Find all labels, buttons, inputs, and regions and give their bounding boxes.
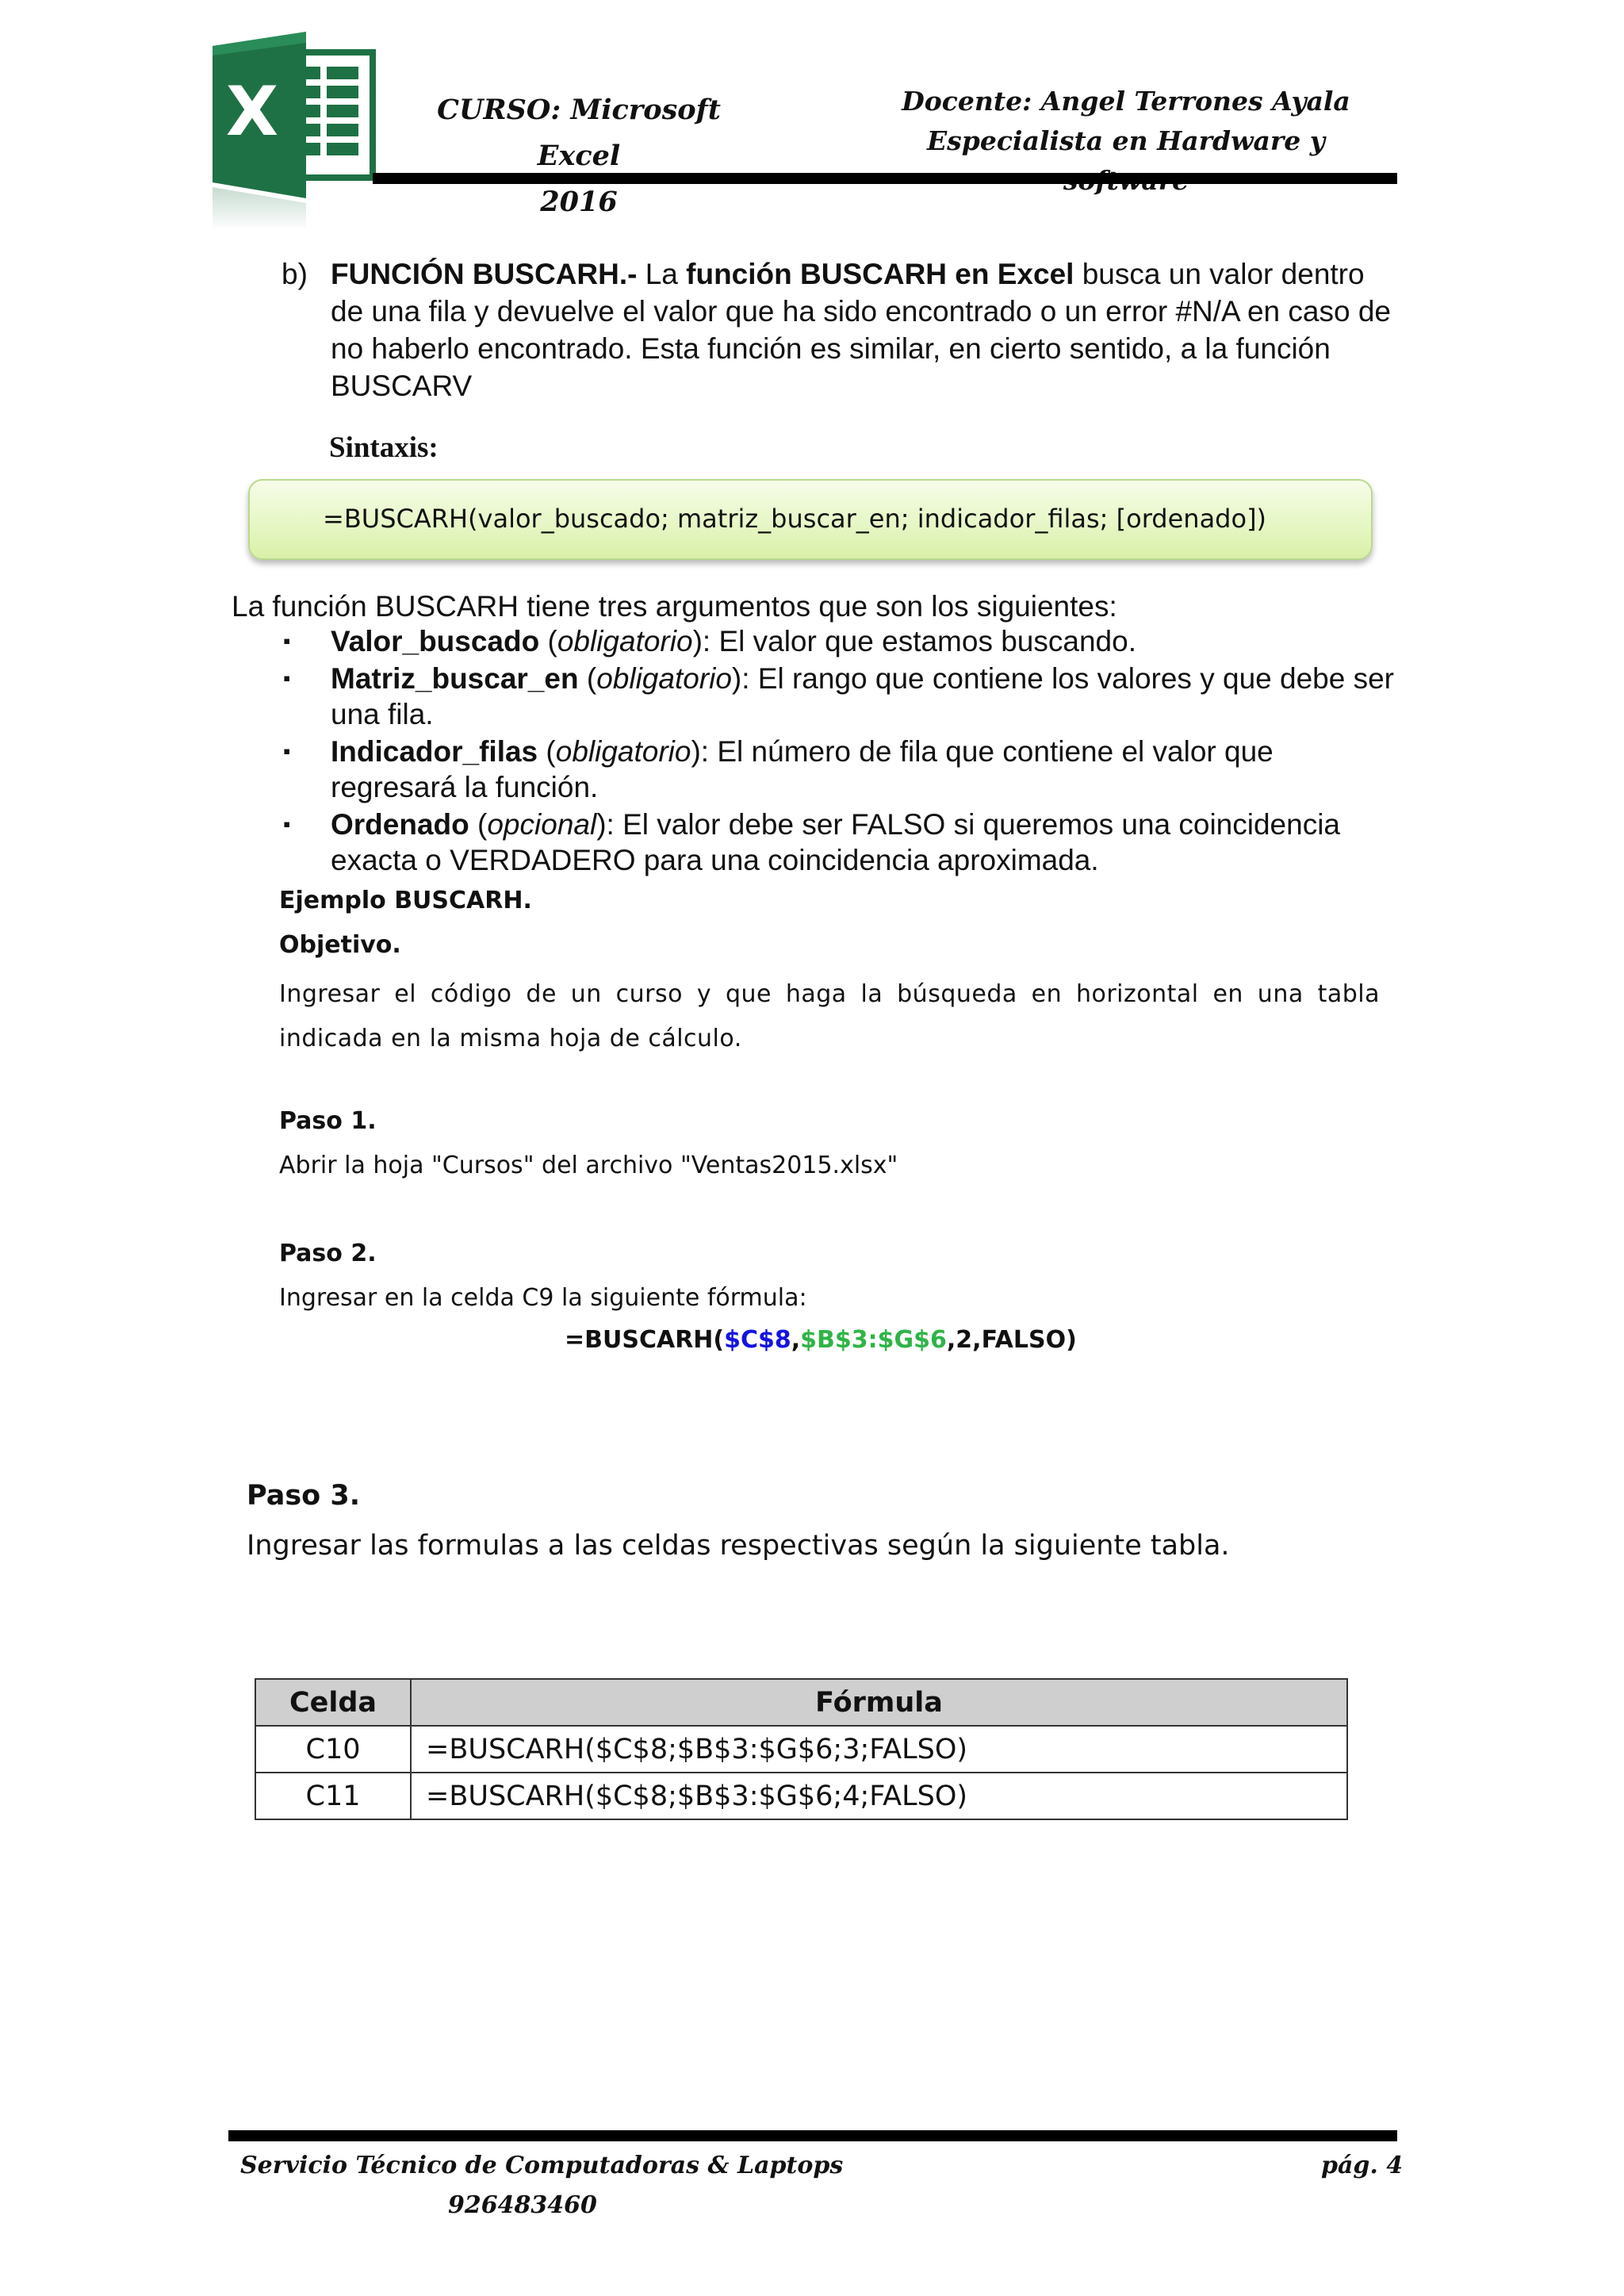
argument-qualifier: obligatorio — [596, 662, 732, 695]
footer-phone: 926483460 — [448, 2191, 597, 2219]
argument-qualifier: opcional — [487, 808, 597, 841]
bullet-icon: ▪ — [283, 812, 291, 836]
list-item — [282, 661, 1400, 732]
argument-name: Valor_buscado — [331, 625, 540, 657]
step3-title: Paso 3. — [247, 1480, 361, 1512]
argument-qualifier: obligatorio — [557, 625, 693, 657]
header-celda: Celda — [255, 1679, 411, 1726]
syntax-box — [248, 479, 1373, 560]
section-label: b) — [282, 258, 308, 290]
text-fragment: ( — [538, 735, 556, 768]
example-formula — [565, 1326, 1077, 1354]
header-divider — [373, 173, 1397, 184]
formula-range-ref: $B$3:$G$6 — [800, 1326, 947, 1354]
cell-formula: =BUSCARH($C$8;$B$3:$G$6;4;FALSO) — [411, 1773, 1347, 1819]
text-fragment: ( — [539, 625, 557, 657]
step3-text: Ingresar las formulas a las celdas respectivas según la siguiente tabla. — [247, 1530, 1230, 1562]
teacher-name: Docente: Angel Terrones Ayala — [902, 86, 1350, 117]
section-b — [282, 255, 1400, 404]
formula-part: , — [791, 1326, 801, 1354]
arguments-list — [282, 623, 1400, 880]
step1-text: Abrir la hoja "Cursos" del archivo "Ventas2015.xlsx" — [279, 1152, 898, 1179]
arguments-intro: La función BUSCARH tiene tres argumentos que son los siguientes: — [232, 590, 1117, 623]
argument-desc: ): El valor que estamos buscando. — [692, 625, 1136, 657]
cell-ref: C11 — [255, 1773, 411, 1819]
list-item — [282, 734, 1400, 805]
table-row — [255, 1726, 1347, 1773]
table-row — [255, 1773, 1347, 1819]
course-name: CURSO: Microsoft Excel — [437, 94, 721, 172]
argument-desc: ): El número de fila que contiene el valor que regresará la función. — [331, 735, 1274, 803]
teacher-specialty: Especialista en Hardware y — [927, 125, 1325, 156]
footer-divider — [228, 2130, 1397, 2141]
formula-part: =BUSCARH( — [565, 1326, 725, 1354]
objective-title: Objetivo. — [279, 931, 401, 959]
footer-service: Servicio Técnico de Computadoras & Laptops — [240, 2152, 844, 2179]
step2-title: Paso 2. — [279, 1240, 377, 1267]
example-title: Ejemplo BUSCARH. — [279, 887, 532, 914]
argument-desc: ): El rango que contiene los valores y que debe ser una fila. — [331, 662, 1394, 730]
bullet-icon: ▪ — [283, 739, 291, 763]
bullet-icon: ▪ — [283, 666, 291, 690]
formula-lookup-ref: $C$8 — [724, 1326, 791, 1354]
list-item — [282, 623, 1400, 659]
syntax-label: Sintaxis: — [329, 431, 439, 464]
formula-part: ,2,FALSO) — [946, 1326, 1077, 1354]
page-number: pág. 4 — [1321, 2152, 1404, 2179]
excel-logo-icon — [213, 32, 381, 230]
text-fragment: La — [637, 258, 687, 290]
argument-name: Matriz_buscar_en — [331, 662, 579, 695]
step1-title: Paso 1. — [279, 1107, 377, 1135]
syntax-formula: =BUSCARH(valor_buscado; matriz_buscar_en; indicador_filas; [ordenado]) — [323, 504, 1267, 534]
svg-text:X: X — [225, 72, 279, 151]
objective-text: Ingresar el código de un curso y que haga la búsqueda en horizontal en una tabla indicada en la misma hoja de cálculo. — [279, 980, 1380, 1052]
text-fragment: ( — [469, 808, 488, 841]
section-title: FUNCIÓN BUSCARH.- — [331, 258, 638, 290]
argument-qualifier: obligatorio — [555, 735, 691, 768]
step2-text: Ingresar en la celda C9 la siguiente fórmula: — [279, 1284, 807, 1312]
table-header-row — [255, 1679, 1347, 1726]
formula-table — [255, 1678, 1348, 1820]
argument-name: Indicador_filas — [331, 735, 538, 768]
list-item — [282, 807, 1400, 878]
cell-formula: =BUSCARH($C$8;$B$3:$G$6;3;FALSO) — [411, 1726, 1347, 1773]
course-title — [396, 87, 761, 225]
bold-phrase: función BUSCARH en Excel — [686, 258, 1074, 290]
course-year: 2016 — [540, 186, 618, 218]
text-fragment: ( — [578, 662, 597, 695]
section-b-paragraph — [331, 255, 1400, 404]
text-fragment: busca un valor dentro de una fila y devuelve el valor que ha sido encontrado o un error #N/A en caso de no haberlo encontrado. Esta función es similar, en cierto sentido, a la función BUSCARV — [331, 258, 1391, 402]
cell-ref: C10 — [255, 1726, 411, 1773]
bullet-icon: ▪ — [283, 629, 291, 653]
argument-name: Ordenado — [331, 808, 469, 841]
header-formula: Fórmula — [411, 1679, 1347, 1726]
argument-desc: ): El valor debe ser FALSO si queremos una coincidencia exacta o VERDADERO para una coincidencia aproximada. — [331, 808, 1341, 876]
